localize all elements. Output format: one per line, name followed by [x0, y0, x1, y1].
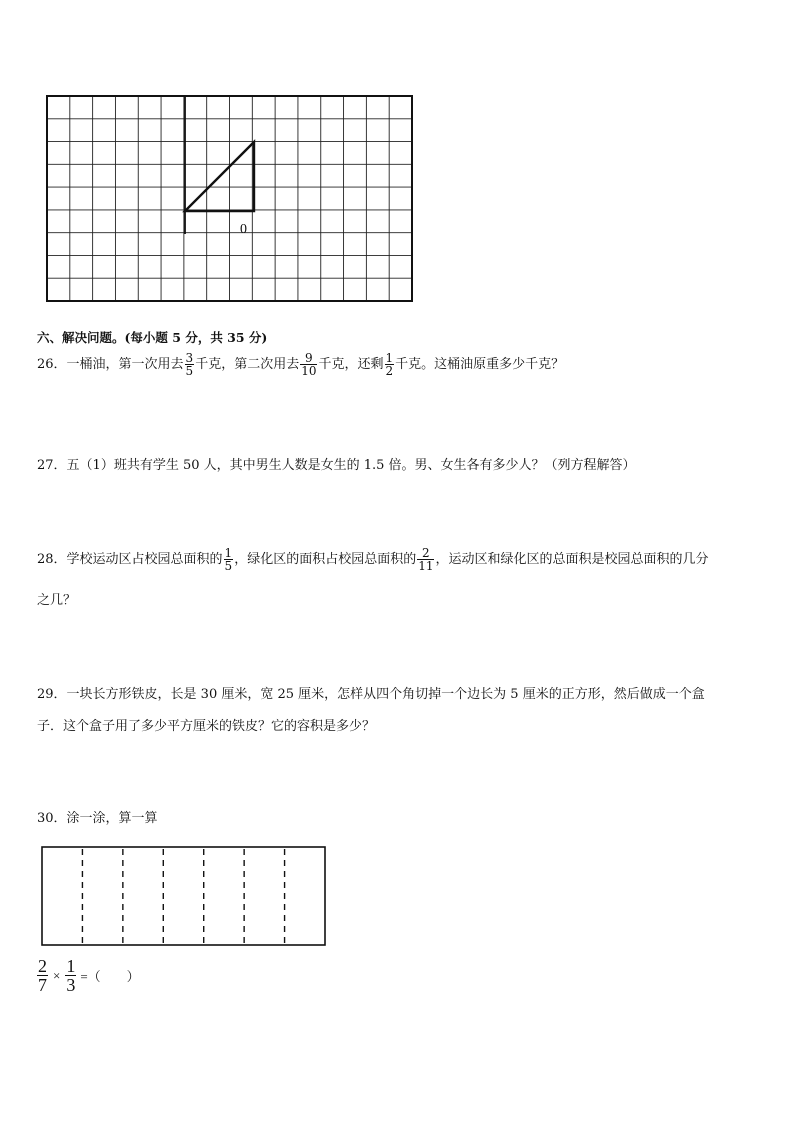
question-29-line1: 29．一块长方形铁皮，长是 30 厘米，宽 25 厘米，怎样从四个角切掉一个边长为 5 厘米的正方形，然后做成一个盒 — [37, 687, 705, 702]
section-title: 六、解决问题。(每小题 5 分，共 35 分) — [37, 330, 268, 345]
grid-figure — [0, 0, 794, 320]
fraction-9-10: $\frac{9}{10}$ — [301, 351, 317, 378]
fraction-1-2: $\frac{1}{2}$ — [385, 351, 394, 378]
q30-expression — [36, 957, 140, 994]
fraction-2-11: $\frac{2}{11}$ — [418, 546, 434, 573]
question-29-line2: 子．这个盒子用了多少平方厘米的铁皮？它的容积是多少？ — [37, 719, 376, 734]
fraction-1-5: $\frac{1}{5}$ — [224, 546, 233, 573]
question-26: 26．一桶油，第一次用去 $\frac{3}{5}$ 千克，第二次用去 $\frac{9}{10}$ 千克，还剩 $\frac{1}{2}$ 千克。这桶油原重多少千克？ — [37, 351, 565, 378]
question-27: 27．五（1）班共有学生 50 人，其中男生人数是女生的 1.5 倍。男、女生各有多少人？（列方程解答） — [37, 458, 636, 473]
triangle-shape — [185, 142, 254, 211]
question-28: 28．学校运动区占校园总面积的 $\frac{1}{5}$ ，绿化区的面积占校园总面积的 $\frac{2}{11}$ ，运动区和绿化区的总面积是校园总面积的几分 — [37, 546, 709, 573]
origin-label: 0 — [240, 222, 247, 237]
fraction-2-7: $\frac{2}{7}$ — [38, 956, 47, 995]
strip-rectangle — [42, 847, 325, 945]
question-28-line2: 之几？ — [37, 593, 77, 608]
times-sign: × — [53, 967, 61, 983]
question-30-title: 30．涂一涂，算一算 — [37, 811, 158, 826]
fraction-3-5: $\frac{3}{5}$ — [185, 351, 194, 378]
fraction-1-3: $\frac{1}{3}$ — [66, 956, 76, 995]
answer-blank: =（ ） — [80, 969, 140, 984]
